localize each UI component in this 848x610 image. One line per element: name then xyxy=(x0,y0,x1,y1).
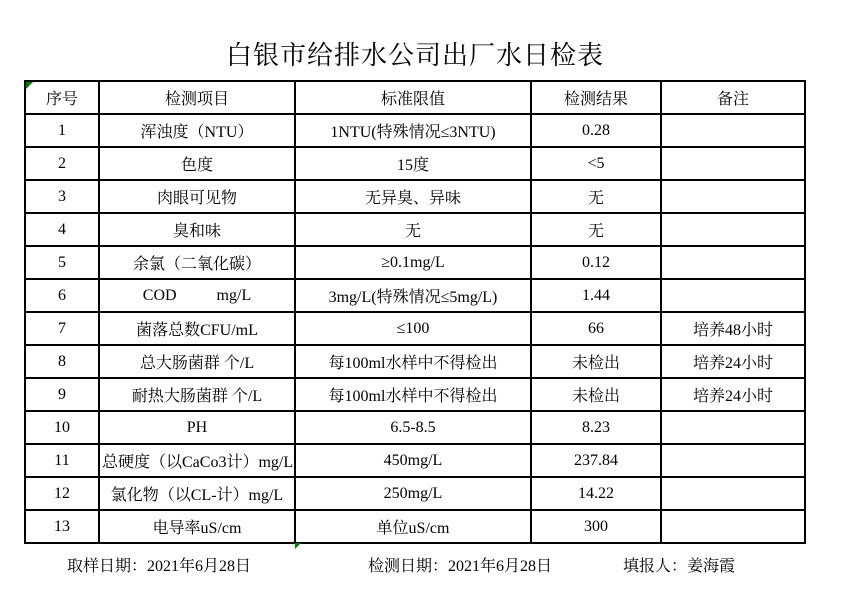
cell-item: 耐热大肠菌群 个/L xyxy=(99,378,295,411)
cell-result: 0.12 xyxy=(531,246,661,279)
header-remark: 备注 xyxy=(661,81,805,114)
cell-no: 7 xyxy=(25,312,99,345)
cell-no: 2 xyxy=(25,147,99,180)
reporter-label: 填报人：姜海霞 xyxy=(623,558,736,575)
cell-item: 菌落总数CFU/mL xyxy=(99,312,295,345)
cell-remark: 培养48小时 xyxy=(661,312,805,345)
cell-remark xyxy=(661,477,805,510)
header-no-label: 序号 xyxy=(45,91,78,108)
cell-remark xyxy=(661,444,805,477)
header-limit: 标准限值 xyxy=(295,81,531,114)
cell-item: 电导率uS/cm xyxy=(99,510,295,543)
cell-item: 余氯（二氧化碳） xyxy=(99,246,295,279)
table-row xyxy=(25,279,805,312)
cell-remark xyxy=(661,180,805,213)
table-body xyxy=(25,114,805,543)
cell-item: COD mg/L xyxy=(99,279,295,312)
cell-result: 1.44 xyxy=(531,279,661,312)
table-row xyxy=(25,114,805,147)
cell-limit: ≤100 xyxy=(295,312,531,345)
cell-no: 11 xyxy=(25,444,99,477)
cell-limit: 1NTU(特殊情况≤3NTU) xyxy=(295,114,531,147)
cell-result: 8.23 xyxy=(531,411,661,444)
cell-item: 色度 xyxy=(99,147,295,180)
cell-result: 未检出 xyxy=(531,345,661,378)
header-result: 检测结果 xyxy=(531,81,661,114)
cell-no: 1 xyxy=(25,114,99,147)
cell-result: 未检出 xyxy=(531,378,661,411)
cell-result: 14.22 xyxy=(531,477,661,510)
cell-limit: 15度 xyxy=(295,147,531,180)
cell-no: 9 xyxy=(25,378,99,411)
table-row xyxy=(25,246,805,279)
cell-item: 浑浊度（NTU） xyxy=(99,114,295,147)
cell-result: <5 xyxy=(531,147,661,180)
cell-remark xyxy=(661,147,805,180)
cell-remark xyxy=(661,246,805,279)
cell-result: 66 xyxy=(531,312,661,345)
table-row xyxy=(25,312,805,345)
cell-result: 237.84 xyxy=(531,444,661,477)
table-row xyxy=(25,411,805,444)
header-no xyxy=(25,81,99,114)
cell-result: 无 xyxy=(531,180,661,213)
cell-limit: 6.5-8.5 xyxy=(295,411,531,444)
cell-no: 13 xyxy=(25,510,99,543)
table-row xyxy=(25,477,805,510)
cell-remark xyxy=(661,510,805,543)
cell-corner-marker-icon xyxy=(26,82,33,89)
cell-item: 总大肠菌群 个/L xyxy=(99,345,295,378)
header-item: 检测项目 xyxy=(99,81,295,114)
cell-no: 4 xyxy=(25,213,99,246)
table-row xyxy=(25,378,805,411)
cell-result: 300 xyxy=(531,510,661,543)
cell-no: 6 xyxy=(25,279,99,312)
table-row xyxy=(25,147,805,180)
test-date-label: 检测日期：2021年6月28日 xyxy=(368,558,553,575)
cell-remark xyxy=(661,213,805,246)
cell-limit: 无异臭、异味 xyxy=(295,180,531,213)
cell-limit: 每100ml水样中不得检出 xyxy=(295,345,531,378)
cell-limit: 3mg/L(特殊情况≤5mg/L) xyxy=(295,279,531,312)
cell-remark: 培养24小时 xyxy=(661,345,805,378)
table-row xyxy=(25,213,805,246)
table-row xyxy=(25,510,805,543)
cell-item: PH xyxy=(99,411,295,444)
cell-item: 肉眼可见物 xyxy=(99,180,295,213)
cell-no: 10 xyxy=(25,411,99,444)
inspection-table xyxy=(24,80,806,544)
table-header xyxy=(25,81,805,114)
cell-limit: ≥0.1mg/L xyxy=(295,246,531,279)
cell-limit: 450mg/L xyxy=(295,444,531,477)
cell-remark xyxy=(661,114,805,147)
cell-no: 5 xyxy=(25,246,99,279)
cell-result: 0.28 xyxy=(531,114,661,147)
cell-remark xyxy=(661,279,805,312)
cell-limit: 无 xyxy=(295,213,531,246)
cell-remark xyxy=(661,411,805,444)
table-row xyxy=(25,345,805,378)
cell-limit: 250mg/L xyxy=(295,477,531,510)
table-row xyxy=(25,444,805,477)
header-row xyxy=(25,81,805,114)
cell-item: 总硬度（以CaCo3计）mg/L xyxy=(99,444,295,477)
cell-no: 12 xyxy=(25,477,99,510)
cell-item: 氯化物（以CL-计）mg/L xyxy=(99,477,295,510)
cell-limit: 每100ml水样中不得检出 xyxy=(295,378,531,411)
cell-result: 无 xyxy=(531,213,661,246)
footer xyxy=(0,553,848,577)
cell-no: 8 xyxy=(25,345,99,378)
table-row xyxy=(25,180,805,213)
cell-item: 臭和味 xyxy=(99,213,295,246)
sampling-date-label: 取样日期：2021年6月28日 xyxy=(67,558,252,575)
cell-remark: 培养24小时 xyxy=(661,378,805,411)
page-title: 白银市给排水公司出厂水日检表 xyxy=(225,41,604,70)
cell-limit: 单位uS/cm xyxy=(295,510,531,543)
cell-no: 3 xyxy=(25,180,99,213)
